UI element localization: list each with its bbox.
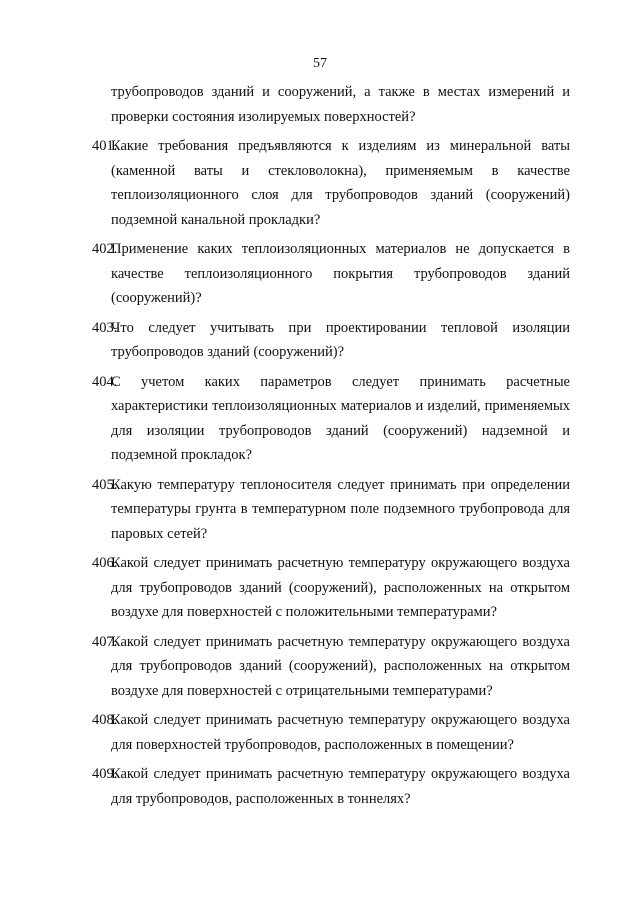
question-item (0, 708, 640, 757)
question-text: Какую температуру теплоносителя следует принимать при определении температуры грунта в температурном поле подземного трубопровода для паровых сетей? (111, 476, 570, 542)
question-text: Какой следует принимать расчетную температуру окружающего воздуха для поверхностей трубопроводов, расположенных в помещении? (111, 712, 570, 753)
question-item (0, 134, 640, 232)
question-item (0, 316, 640, 365)
question-continuation (0, 80, 640, 129)
question-item (0, 551, 640, 625)
question-number: 401. (92, 138, 118, 154)
question-number: 407. (92, 633, 118, 650)
question-text: Какой следует принимать расчетную температуру окружающего воздуха для трубопроводов зданий (сооружений), расположенных на открытом воздухе для поверхностей с отрицательными температурами? (111, 633, 570, 699)
question-text: Что следует учитывать при проектировании тепловой изоляции трубопроводов зданий (сооружений)? (111, 319, 570, 360)
question-item (0, 473, 640, 547)
question-text: С учетом каких параметров следует принимать расчетные характеристики теплоизоляционных материалов и изделий, применяемых для изоляции трубопроводов зданий (сооружений) надземной и подземной прокладок? (111, 373, 570, 463)
question-text: трубопроводов зданий и сооружений, а также в местах измерений и проверки состояния изолируемых поверхностей? (111, 84, 570, 125)
page-number: 57 (313, 56, 327, 71)
question-text: Какой следует принимать расчетную температуру окружающего воздуха для трубопроводов зданий (сооружений), расположенных на открытом воздухе для поверхностей с положительными температурами? (111, 555, 570, 620)
question-number: 404. (92, 373, 118, 390)
question-item (0, 630, 640, 704)
question-number: 402. (92, 241, 118, 257)
question-text: Какой следует принимать расчетную температуру окружающего воздуха для трубопроводов, расположенных в тоннелях? (111, 766, 570, 807)
question-list (0, 80, 640, 816)
question-text: Какие требования предъявляются к изделиям из минеральной ваты (каменной ваты и стекловолокна), применяемым в качестве теплоизоляционного слоя для трубопроводов зданий (сооружений) подземной канальной прокладки? (111, 138, 570, 228)
question-text: Применение каких теплоизоляционных материалов не допускается в качестве теплоизоляционного покрытия трубопроводов зданий (сооружений)? (111, 241, 570, 306)
question-item (0, 370, 640, 468)
question-item (0, 237, 640, 311)
question-number: 405. (92, 476, 118, 493)
question-number: 408. (92, 712, 118, 728)
question-item (0, 762, 640, 811)
question-number: 409. (92, 766, 118, 782)
question-number: 403. (92, 319, 118, 336)
question-number: 406. (92, 555, 118, 571)
